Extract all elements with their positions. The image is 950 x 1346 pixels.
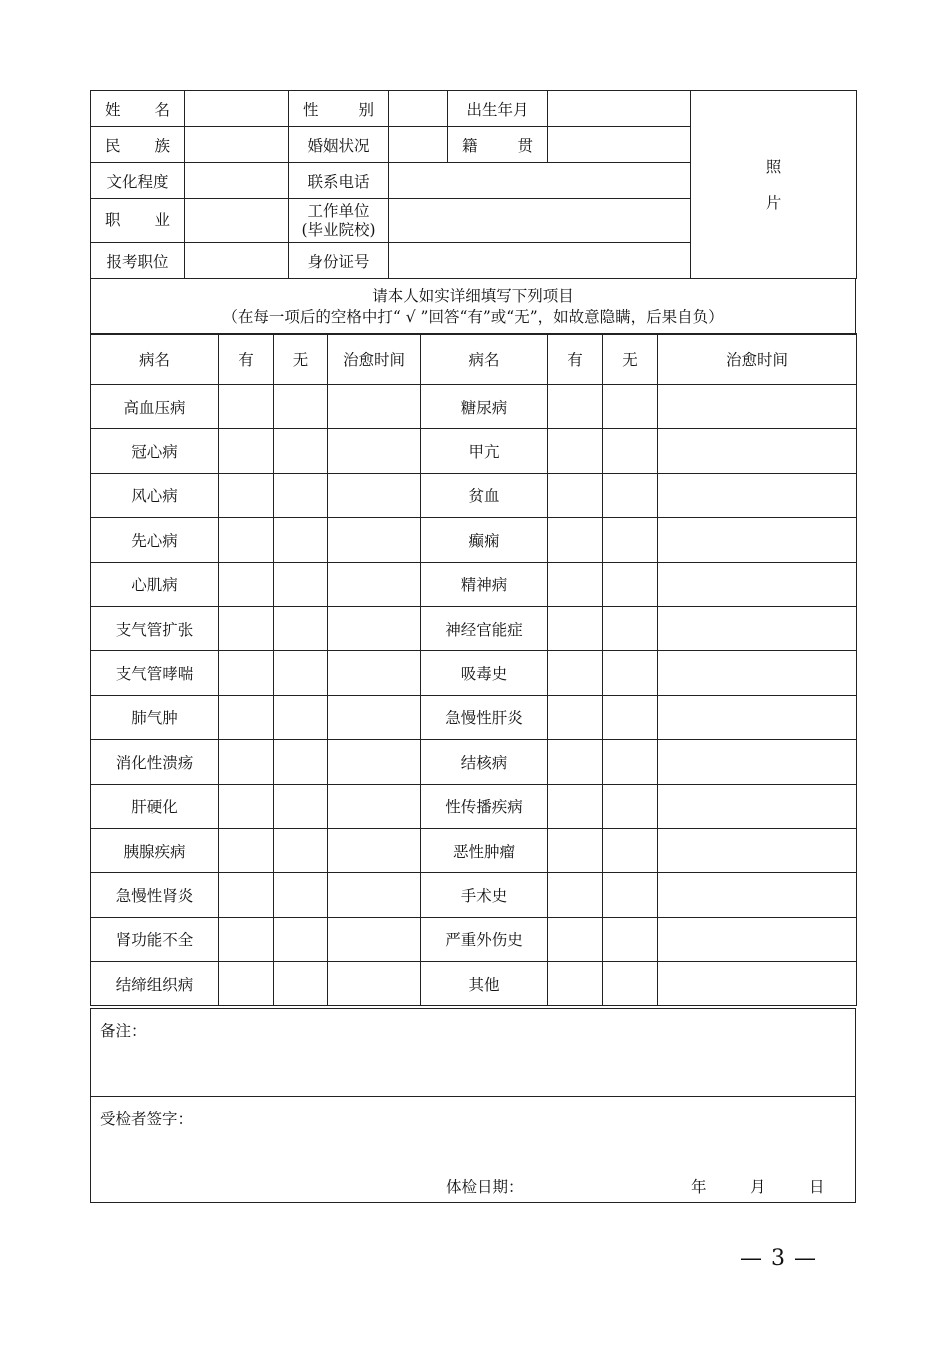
disease-name: 消化性溃疡 (91, 740, 219, 784)
table-row (91, 562, 857, 606)
cure-time-field[interactable] (328, 473, 421, 517)
disease-name: 肾功能不全 (91, 917, 219, 961)
header-disease: 病名 (91, 334, 219, 385)
yes-checkbox-cell[interactable] (219, 385, 274, 429)
no-checkbox-cell[interactable] (603, 784, 658, 828)
day-label: 日 (809, 1178, 825, 1196)
personal-info-table (90, 90, 857, 279)
yes-checkbox-cell[interactable] (219, 873, 274, 917)
yes-checkbox-cell[interactable] (548, 429, 603, 473)
yes-checkbox-cell[interactable] (219, 695, 274, 739)
yes-checkbox-cell[interactable] (219, 784, 274, 828)
phone-label: 联系电话 (289, 163, 389, 199)
no-checkbox-cell[interactable] (274, 740, 328, 784)
disease-name: 贫血 (421, 473, 548, 517)
native-place-label: 籍 贯 (448, 127, 548, 163)
cure-time-field[interactable] (658, 473, 857, 517)
yes-checkbox-cell[interactable] (219, 562, 274, 606)
medical-history-table (90, 333, 857, 1006)
yes-checkbox-cell[interactable] (219, 518, 274, 562)
no-checkbox-cell[interactable] (274, 518, 328, 562)
no-checkbox-cell[interactable] (603, 429, 658, 473)
remarks-field[interactable] (91, 1009, 856, 1097)
table-row (91, 962, 857, 1006)
no-checkbox-cell[interactable] (603, 562, 658, 606)
no-checkbox-cell[interactable] (603, 695, 658, 739)
table-row (91, 784, 857, 828)
disease-name: 先心病 (91, 518, 219, 562)
no-checkbox-cell[interactable] (274, 784, 328, 828)
disease-name: 肺气肿 (91, 695, 219, 739)
table-row (91, 473, 857, 517)
disease-name: 胰腺疾病 (91, 828, 219, 872)
header-no: 无 (603, 334, 658, 385)
no-checkbox-cell[interactable] (603, 473, 658, 517)
no-checkbox-cell[interactable] (603, 962, 658, 1006)
disease-name: 糖尿病 (421, 385, 548, 429)
photo-label-1: 照 (765, 157, 782, 176)
yes-checkbox-cell[interactable] (548, 740, 603, 784)
yes-checkbox-cell[interactable] (548, 828, 603, 872)
birth-field[interactable] (548, 91, 691, 127)
cure-time-field[interactable] (328, 429, 421, 473)
header-disease: 病名 (421, 334, 548, 385)
cure-time-field[interactable] (658, 429, 857, 473)
cure-time-field[interactable] (658, 873, 857, 917)
header-yes: 有 (219, 334, 274, 385)
cure-time-field[interactable] (658, 917, 857, 961)
cure-time-field[interactable] (328, 385, 421, 429)
header-no: 无 (274, 334, 328, 385)
yes-checkbox-cell[interactable] (548, 784, 603, 828)
no-checkbox-cell[interactable] (603, 385, 658, 429)
disease-name: 吸毒史 (421, 651, 548, 695)
birth-label: 出生年月 (448, 91, 548, 127)
yes-checkbox-cell[interactable] (548, 873, 603, 917)
yes-checkbox-cell[interactable] (548, 518, 603, 562)
no-checkbox-cell[interactable] (603, 518, 658, 562)
yes-checkbox-cell[interactable] (548, 385, 603, 429)
cure-time-field[interactable] (328, 562, 421, 606)
marital-label: 婚姻状况 (289, 127, 389, 163)
no-checkbox-cell[interactable] (274, 873, 328, 917)
month-label: 月 (750, 1178, 766, 1196)
education-field[interactable] (185, 163, 289, 199)
cure-time-field[interactable] (658, 695, 857, 739)
signature-field[interactable] (91, 1097, 856, 1203)
disease-name: 性传播疾病 (421, 784, 548, 828)
no-checkbox-cell[interactable] (274, 385, 328, 429)
header-cure-time: 治愈时间 (658, 334, 857, 385)
table-row (91, 385, 857, 429)
year-label: 年 (691, 1178, 707, 1196)
disease-name: 支气管哮喘 (91, 651, 219, 695)
no-checkbox-cell[interactable] (603, 917, 658, 961)
disease-name: 其他 (421, 962, 548, 1006)
disease-name: 手术史 (421, 873, 548, 917)
page-number: — 3 — (740, 1246, 817, 1271)
table-row (91, 651, 857, 695)
no-checkbox-cell[interactable] (603, 651, 658, 695)
header-yes: 有 (548, 334, 603, 385)
yes-checkbox-cell[interactable] (219, 473, 274, 517)
no-checkbox-cell[interactable] (274, 429, 328, 473)
gender-label: 性 别 (289, 91, 389, 127)
no-checkbox-cell[interactable] (274, 473, 328, 517)
ethnicity-label: 民 族 (91, 127, 185, 163)
table-row (91, 740, 857, 784)
cure-time-field[interactable] (328, 606, 421, 650)
disease-name: 结缔组织病 (91, 962, 219, 1006)
no-checkbox-cell[interactable] (603, 873, 658, 917)
cure-time-field[interactable] (328, 917, 421, 961)
yes-checkbox-cell[interactable] (548, 651, 603, 695)
cure-time-field[interactable] (658, 606, 857, 650)
cure-time-field[interactable] (658, 385, 857, 429)
disease-name: 急慢性肾炎 (91, 873, 219, 917)
name-label: 姓 名 (91, 91, 185, 127)
cure-time-field[interactable] (328, 695, 421, 739)
phone-field[interactable] (389, 163, 691, 199)
disease-name: 精神病 (421, 562, 548, 606)
gender-field[interactable] (389, 91, 448, 127)
exam-date-label: 体检日期： (446, 1178, 524, 1196)
table-row (91, 429, 857, 473)
photo-label-2: 片 (765, 193, 782, 212)
header-cure-time: 治愈时间 (328, 334, 421, 385)
disease-name: 心肌病 (91, 562, 219, 606)
signature-label: 受检者签字： (100, 1110, 194, 1128)
disease-name: 支气管扩张 (91, 606, 219, 650)
yes-checkbox-cell[interactable] (548, 562, 603, 606)
yes-checkbox-cell[interactable] (219, 651, 274, 695)
name-field[interactable] (185, 91, 289, 127)
id-number-label: 身份证号 (289, 243, 389, 279)
disease-name: 高血压病 (91, 385, 219, 429)
cure-time-field[interactable] (658, 962, 857, 1006)
cure-time-field[interactable] (328, 518, 421, 562)
education-label: 文化程度 (91, 163, 185, 199)
no-checkbox-cell[interactable] (274, 828, 328, 872)
id-number-field[interactable] (389, 243, 691, 279)
cure-time-field[interactable] (658, 651, 857, 695)
table-header-row (91, 334, 857, 385)
disease-name: 结核病 (421, 740, 548, 784)
yes-checkbox-cell[interactable] (548, 695, 603, 739)
yes-checkbox-cell[interactable] (548, 917, 603, 961)
yes-checkbox-cell[interactable] (219, 740, 274, 784)
table-row (91, 606, 857, 650)
no-checkbox-cell[interactable] (274, 651, 328, 695)
disease-name: 冠心病 (91, 429, 219, 473)
yes-checkbox-cell[interactable] (219, 429, 274, 473)
no-checkbox-cell[interactable] (274, 917, 328, 961)
disease-name: 癫痫 (421, 518, 548, 562)
yes-checkbox-cell[interactable] (219, 606, 274, 650)
occupation-field[interactable] (185, 199, 289, 243)
cure-time-field[interactable] (658, 784, 857, 828)
photo-box[interactable] (691, 91, 857, 279)
ethnicity-field[interactable] (185, 127, 289, 163)
marital-field[interactable] (389, 127, 448, 163)
yes-checkbox-cell[interactable] (219, 828, 274, 872)
native-place-field[interactable] (548, 127, 691, 163)
table-row (91, 873, 857, 917)
yes-checkbox-cell[interactable] (219, 917, 274, 961)
disease-name: 严重外伤史 (421, 917, 548, 961)
no-checkbox-cell[interactable] (603, 740, 658, 784)
instructions-line-1: 请本人如实详细填写下列项目 (372, 286, 574, 305)
disease-name: 肝硬化 (91, 784, 219, 828)
remarks-label: 备注： (100, 1022, 147, 1040)
instructions-line-2: （在每一项后的空格中打“ √ ”回答“有”或“无”，如故意隐瞒，后果自负） (222, 307, 724, 326)
yes-checkbox-cell[interactable] (548, 962, 603, 1006)
disease-name: 急慢性肝炎 (421, 695, 548, 739)
cure-time-field[interactable] (658, 740, 857, 784)
no-checkbox-cell[interactable] (603, 606, 658, 650)
position-field[interactable] (185, 243, 289, 279)
table-row (91, 828, 857, 872)
yes-checkbox-cell[interactable] (219, 962, 274, 1006)
no-checkbox-cell[interactable] (274, 606, 328, 650)
yes-checkbox-cell[interactable] (548, 473, 603, 517)
cure-time-field[interactable] (658, 518, 857, 562)
cure-time-field[interactable] (328, 873, 421, 917)
table-row (91, 695, 857, 739)
table-row (91, 518, 857, 562)
yes-checkbox-cell[interactable] (548, 606, 603, 650)
no-checkbox-cell[interactable] (274, 562, 328, 606)
position-label: 报考职位 (91, 243, 185, 279)
disease-name: 神经官能症 (421, 606, 548, 650)
cure-time-field[interactable] (328, 651, 421, 695)
employer-label: 工作单位 (毕业院校) (289, 199, 389, 243)
table-row (91, 917, 857, 961)
cure-time-field[interactable] (328, 784, 421, 828)
no-checkbox-cell[interactable] (274, 962, 328, 1006)
disease-name: 风心病 (91, 473, 219, 517)
cure-time-field[interactable] (328, 828, 421, 872)
cure-time-field[interactable] (658, 562, 857, 606)
disease-name: 甲亢 (421, 429, 548, 473)
occupation-label: 职 业 (91, 199, 185, 243)
cure-time-field[interactable] (658, 828, 857, 872)
employer-field[interactable] (389, 199, 691, 243)
cure-time-field[interactable] (328, 740, 421, 784)
instructions-table (90, 278, 856, 335)
remarks-signature-table (90, 1008, 856, 1203)
disease-name: 恶性肿瘤 (421, 828, 548, 872)
instructions (91, 279, 856, 335)
cure-time-field[interactable] (328, 962, 421, 1006)
no-checkbox-cell[interactable] (274, 695, 328, 739)
no-checkbox-cell[interactable] (603, 828, 658, 872)
